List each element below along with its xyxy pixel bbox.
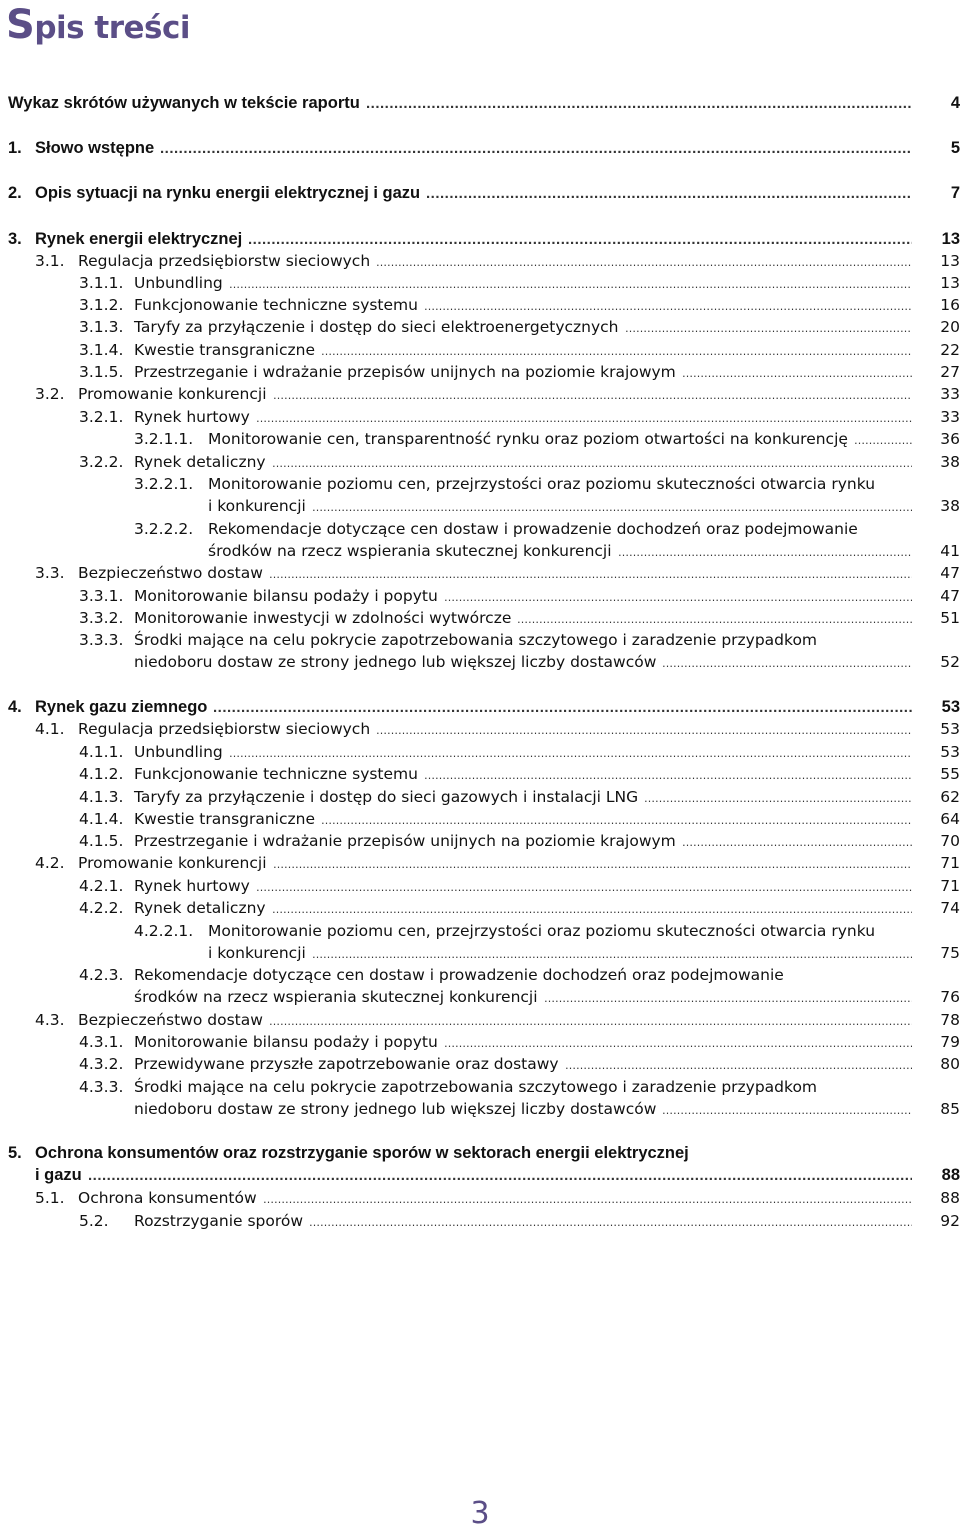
toc-entry-title: Rynek detaliczny — [134, 453, 266, 471]
toc-entry-number: 4.2.1. — [79, 877, 124, 895]
toc-entry[interactable] — [0, 1009, 960, 1031]
toc-entry-title: Rynek hurtowy — [134, 877, 250, 895]
toc-entry-page: 5 — [950, 139, 960, 157]
toc-entry-title: Środki mające na celu pokrycie zapotrzebowania szczytowego i zaradzenie przypadkom — [134, 1078, 818, 1096]
toc-entry-page: 79 — [940, 1033, 960, 1051]
toc-entry-number: 3.2.1.1. — [134, 430, 194, 448]
toc-entry-title: Rekomendacje dotyczące cen dostaw i prowadzenie dochodzeń oraz podejmowanie — [134, 966, 784, 984]
toc-entry-number: 4.1. — [35, 720, 65, 738]
dot-leader — [682, 361, 912, 383]
dot-leader — [256, 875, 912, 897]
toc-entry[interactable] — [0, 1053, 960, 1075]
toc-entry-title: Monitorowanie poziomu cen, przejrzystości oraz poziomu skuteczności otwarcia rynku — [208, 922, 876, 940]
toc-entry-title-continuation: środków na rzecz wspierania skutecznej konkurencji — [208, 542, 612, 561]
toc-entry-title: Rynek gazu ziemnego — [35, 698, 208, 716]
toc-entry-page: 62 — [940, 788, 960, 806]
toc-entry-continuation[interactable] — [0, 942, 960, 964]
toc-entry-number: 3.2.2. — [79, 453, 124, 471]
toc-entry-title: Monitorowanie inwestycji w zdolności wytwórcze — [134, 609, 512, 627]
toc-entry-number: 4.1.3. — [79, 788, 124, 806]
toc-entry[interactable] — [0, 718, 960, 740]
toc-entry-number: 4.3.3. — [79, 1078, 124, 1096]
toc-entry-number: 4.3. — [35, 1011, 65, 1029]
toc-entry-page: 51 — [940, 609, 960, 627]
toc-entry-title: Ochrona konsumentów — [78, 1189, 257, 1207]
toc-entry-number: 3.1.3. — [79, 318, 124, 336]
toc-entry-number: 3.1.4. — [79, 341, 124, 359]
page-title-initial: S — [6, 2, 35, 48]
toc-entry-title: Bezpieczeństwo dostaw — [78, 564, 263, 582]
toc-entry-page: 64 — [940, 810, 960, 828]
toc-entry-page: 78 — [940, 1011, 960, 1029]
toc-entry-page: 13 — [940, 252, 960, 270]
toc-entry-number: 3. — [8, 230, 22, 248]
toc-entry-title: Promowanie konkurencji — [78, 385, 267, 403]
toc-entry-continuation[interactable] — [0, 495, 960, 517]
dot-leader — [625, 316, 912, 338]
toc-entry[interactable] — [0, 964, 960, 986]
dot-leader — [517, 607, 912, 629]
footer-page-number: 3 — [470, 1496, 490, 1531]
toc-entry[interactable] — [0, 182, 960, 204]
toc-entry-title: Przestrzeganie i wdrażanie przepisów unijnych na poziomie krajowym — [134, 363, 676, 381]
toc-entry[interactable] — [0, 830, 960, 852]
toc-entry-title: Przestrzeganie i wdrażanie przepisów unijnych na poziomie krajowym — [134, 832, 676, 850]
toc-entry-title: Taryfy za przyłączenie i dostęp do sieci gazowych i instalacji LNG — [134, 788, 639, 806]
toc-entry-continuation[interactable] — [0, 986, 960, 1008]
page-title-rest: pis treści — [34, 10, 190, 46]
toc-entry-continuation[interactable] — [0, 651, 960, 673]
toc-entry-number: 3.2. — [35, 385, 65, 403]
toc-entry[interactable] — [0, 1031, 960, 1053]
toc-entry-page: 71 — [940, 877, 960, 895]
dot-leader — [618, 540, 912, 562]
toc-entry-title-continuation: niedoboru dostaw ze strony jednego lub większej liczby dostawców — [134, 653, 657, 672]
toc-entry-number: 2. — [8, 184, 22, 202]
toc-entry-page: 85 — [940, 1100, 960, 1119]
toc-entry-number: 4.2. — [35, 854, 65, 872]
toc-entry-number: 5.2. — [79, 1212, 109, 1230]
toc-entry[interactable] — [0, 518, 960, 540]
toc-entry-page: 88 — [940, 1189, 960, 1207]
dot-leader — [248, 228, 912, 250]
toc-entry-number: 3.1.2. — [79, 296, 124, 314]
toc-entry-title: Kwestie transgraniczne — [134, 341, 316, 359]
toc-entry[interactable] — [0, 428, 960, 450]
toc-entry-number: 3.2.1. — [79, 408, 124, 426]
dot-leader — [854, 428, 912, 450]
dot-leader — [269, 1009, 912, 1031]
dot-leader — [272, 897, 912, 919]
dot-leader — [272, 451, 912, 473]
toc-entry[interactable] — [0, 852, 960, 874]
toc-entry[interactable] — [0, 473, 960, 495]
toc-entry-number: 4.2.3. — [79, 966, 124, 984]
toc-entry[interactable] — [0, 316, 960, 338]
toc-entry[interactable] — [0, 1142, 960, 1164]
dot-leader — [321, 339, 912, 361]
toc-entry[interactable] — [0, 629, 960, 651]
dot-leader — [269, 562, 912, 584]
toc-entry-title: Funkcjonowanie techniczne systemu — [134, 765, 418, 783]
dot-leader — [309, 1210, 912, 1232]
toc-entry[interactable] — [0, 562, 960, 584]
toc-entry-title: Monitorowanie poziomu cen, przejrzystości oraz poziomu skuteczności otwarcia rynku — [208, 475, 876, 493]
toc-entry[interactable] — [0, 920, 960, 942]
dot-leader — [366, 92, 912, 114]
toc-entry-title: Bezpieczeństwo dostaw — [78, 1011, 263, 1029]
toc-entry-title: Rozstrzyganie sporów — [134, 1212, 304, 1230]
toc-entry-title: Regulacja przedsiębiorstw sieciowych — [78, 720, 371, 738]
toc-entry-page: 80 — [940, 1055, 960, 1073]
toc-entry-title: Rynek energii elektrycznej — [35, 230, 243, 248]
toc-entry-number: 4.1.2. — [79, 765, 124, 783]
dot-leader — [273, 852, 912, 874]
toc-entry-title-continuation: niedoboru dostaw ze strony jednego lub większej liczby dostawców — [134, 1100, 657, 1119]
dot-leader — [312, 942, 912, 964]
toc-entry[interactable] — [0, 383, 960, 405]
toc-entry-title: Słowo wstępne — [35, 139, 155, 157]
toc-entry[interactable] — [0, 406, 960, 428]
dot-leader — [263, 1187, 912, 1209]
toc-entry-number: 3.3. — [35, 564, 65, 582]
toc-entry-page: 22 — [940, 341, 960, 359]
dot-leader — [229, 272, 912, 294]
toc-entry-page: 4 — [950, 94, 960, 112]
toc-entry-title-continuation: środków na rzecz wspierania skutecznej konkurencji — [134, 988, 538, 1007]
toc-entry-page: 88 — [941, 1166, 960, 1185]
toc-entry-title: Regulacja przedsiębiorstw sieciowych — [78, 252, 371, 270]
toc-entry-title-continuation: i konkurencji — [208, 944, 306, 963]
toc-entry[interactable] — [0, 763, 960, 785]
toc-entry-title: Taryfy za przyłączenie i dostęp do sieci elektroenergetycznych — [134, 318, 619, 336]
toc-entry-number: 3.3.2. — [79, 609, 124, 627]
toc-entry[interactable] — [0, 451, 960, 473]
toc-entry-page: 75 — [940, 944, 960, 963]
toc-entry-page: 33 — [940, 385, 960, 403]
toc-entry-title: Promowanie konkurencji — [78, 854, 267, 872]
dot-leader — [376, 250, 912, 272]
toc-entry-page: 53 — [941, 698, 960, 716]
toc-entry-page: 41 — [940, 542, 960, 561]
toc-entry-page: 76 — [940, 988, 960, 1007]
toc-entry-number: 3.2.2.1. — [134, 475, 194, 493]
toc-entry[interactable] — [0, 361, 960, 383]
toc-entry[interactable] — [0, 294, 960, 316]
toc-entry-number: 3.1. — [35, 252, 65, 270]
dot-leader — [565, 1053, 912, 1075]
toc-entry-title: Monitorowanie bilansu podaży i popytu — [134, 1033, 438, 1051]
dot-leader — [88, 1164, 912, 1186]
toc-entry-page: 47 — [940, 564, 960, 582]
toc-entry-page: 16 — [940, 296, 960, 314]
dot-leader — [544, 986, 912, 1008]
toc-entry-continuation[interactable] — [0, 1098, 960, 1120]
toc-entry[interactable] — [0, 875, 960, 897]
toc-entry-page: 33 — [940, 408, 960, 426]
toc-entry[interactable] — [0, 272, 960, 294]
toc-entry-title: Przewidywane przyszłe zapotrzebowanie oraz dostawy — [134, 1055, 559, 1073]
toc-entry[interactable] — [0, 339, 960, 361]
toc-entry-number: 4.3.2. — [79, 1055, 124, 1073]
dot-leader — [160, 137, 912, 159]
toc-entry-title: Monitorowanie cen, transparentność rynku oraz poziom otwartości na konkurencję — [208, 430, 848, 448]
dot-leader — [424, 294, 912, 316]
dot-leader — [424, 763, 912, 785]
toc-entry[interactable] — [0, 741, 960, 763]
toc-entry-number: 4.3.1. — [79, 1033, 124, 1051]
toc-entry-page: 52 — [940, 653, 960, 672]
toc-entry-continuation[interactable] — [0, 1164, 960, 1186]
toc-entry-number: 5. — [8, 1144, 22, 1162]
toc-entry-page: 53 — [940, 720, 960, 738]
toc-entry-page: 70 — [940, 832, 960, 850]
toc-entry-title-continuation: i gazu — [35, 1166, 82, 1185]
toc-entry-page: 20 — [940, 318, 960, 336]
dot-leader — [444, 1031, 912, 1053]
toc-entry-number: 4. — [8, 698, 22, 716]
dot-leader — [213, 696, 912, 718]
toc-entry-continuation[interactable] — [0, 540, 960, 562]
toc-entry-page: 38 — [940, 497, 960, 516]
toc-entry-number: 3.1.5. — [79, 363, 124, 381]
toc-entry-title: Środki mające na celu pokrycie zapotrzebowania szczytowego i zaradzenie przypadkom — [134, 631, 818, 649]
toc-entry-number: 4.1.4. — [79, 810, 124, 828]
toc-entry-page: 53 — [940, 743, 960, 761]
toc-entry-page: 7 — [950, 184, 960, 202]
toc-entry-title: Unbundling — [134, 743, 223, 761]
toc-entry-title-continuation: i konkurencji — [208, 497, 306, 516]
toc-entry-number: 3.3.1. — [79, 587, 124, 605]
toc-entry[interactable] — [0, 228, 960, 250]
toc-entry-page: 38 — [940, 453, 960, 471]
toc-entry-title: Rynek detaliczny — [134, 899, 266, 917]
toc-entry[interactable] — [0, 585, 960, 607]
toc-entry-page: 71 — [940, 854, 960, 872]
dot-leader — [321, 808, 912, 830]
toc-entry-title: Opis sytuacji na rynku energii elektrycznej i gazu — [35, 184, 421, 202]
toc-entry[interactable] — [0, 92, 960, 114]
toc-entry[interactable] — [0, 897, 960, 919]
dot-leader — [444, 585, 912, 607]
toc-entry-page: 47 — [940, 587, 960, 605]
toc-entry-page: 92 — [940, 1212, 960, 1230]
dot-leader — [229, 741, 912, 763]
toc-entry-number: 4.1.5. — [79, 832, 124, 850]
dot-leader — [312, 495, 912, 517]
toc-entry[interactable] — [0, 808, 960, 830]
toc-entry-title: Kwestie transgraniczne — [134, 810, 316, 828]
toc-entry-title: Rekomendacje dotyczące cen dostaw i prowadzenie dochodzeń oraz podejmowanie — [208, 520, 858, 538]
toc-entry-page: 27 — [940, 363, 960, 381]
toc-entry-title: Funkcjonowanie techniczne systemu — [134, 296, 418, 314]
toc-entry-number: 5.1. — [35, 1189, 65, 1207]
toc-entry[interactable] — [0, 137, 960, 159]
dot-leader — [273, 383, 912, 405]
toc-entry-page: 55 — [940, 765, 960, 783]
toc-entry-number: 3.2.2.2. — [134, 520, 194, 538]
toc-entry-number: 4.2.2. — [79, 899, 124, 917]
toc-entry[interactable] — [0, 607, 960, 629]
toc-entry[interactable] — [0, 1187, 960, 1209]
dot-leader — [256, 406, 912, 428]
dot-leader — [376, 718, 912, 740]
dot-leader — [426, 182, 912, 204]
toc-entry-page: 13 — [940, 274, 960, 292]
dot-leader — [644, 786, 912, 808]
toc-entry[interactable] — [0, 1076, 960, 1098]
toc-entry-number: 1. — [8, 139, 22, 157]
toc-entry[interactable] — [0, 1210, 960, 1232]
toc-entry-title: Ochrona konsumentów oraz rozstrzyganie sporów w sektorach energii elektrycznej — [35, 1144, 689, 1162]
toc-entry[interactable] — [0, 250, 960, 272]
toc-entry-number: 3.3.3. — [79, 631, 124, 649]
toc-entry[interactable] — [0, 696, 960, 718]
toc-entry-title: Monitorowanie bilansu podaży i popytu — [134, 587, 438, 605]
dot-leader — [662, 651, 912, 673]
toc-entry-page: 13 — [941, 230, 960, 248]
toc-entry-number: 3.1.1. — [79, 274, 124, 292]
toc-entry-page: 74 — [940, 899, 960, 917]
toc-entry-number: 4.1.1. — [79, 743, 124, 761]
dot-leader — [682, 830, 912, 852]
toc-entry[interactable] — [0, 786, 960, 808]
toc-entry-page: 36 — [940, 430, 960, 448]
toc-entry-title: Wykaz skrótów używanych w tekście raportu — [8, 94, 360, 112]
toc-entry-title: Unbundling — [134, 274, 223, 292]
toc-entry-title: Rynek hurtowy — [134, 408, 250, 426]
toc-entry-number: 4.2.2.1. — [134, 922, 194, 940]
dot-leader — [662, 1098, 912, 1120]
